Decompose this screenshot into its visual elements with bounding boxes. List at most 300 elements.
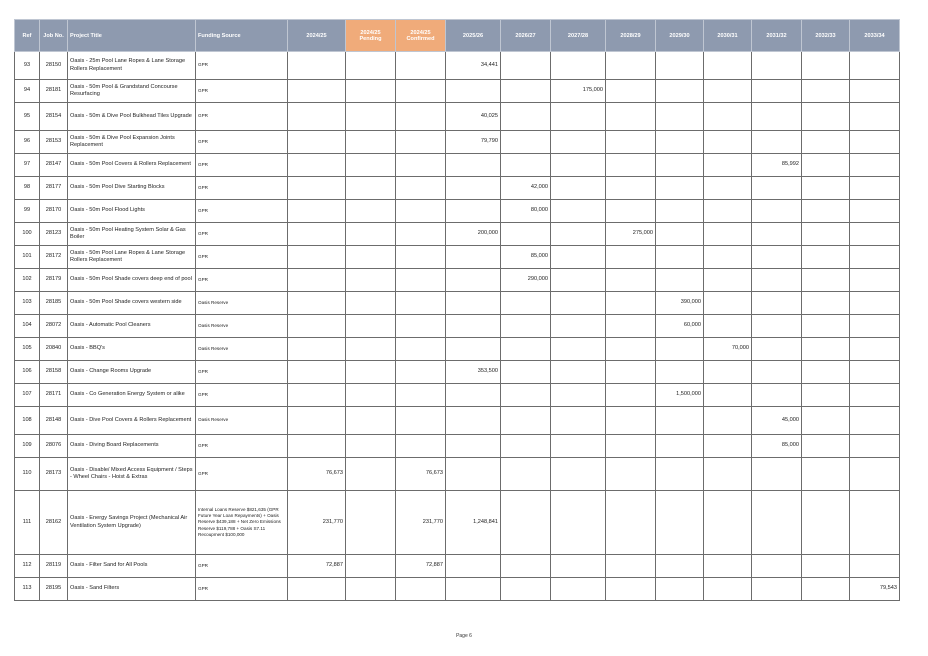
job-no-cell: 28170: [40, 200, 68, 223]
value-cell: [501, 80, 551, 103]
capital-works-table: [14, 19, 900, 601]
value-cell: [802, 458, 850, 491]
value-cell: [551, 223, 606, 246]
value-cell: [396, 131, 446, 154]
value-cell: [752, 338, 802, 361]
value-cell: [656, 555, 704, 578]
value-cell: [551, 555, 606, 578]
funding-source-cell: Oasis Reserve: [196, 407, 288, 435]
ref-cell: 97: [15, 154, 40, 177]
value-cell: [551, 458, 606, 491]
value-cell: [396, 154, 446, 177]
value-cell: 200,000: [446, 223, 501, 246]
value-cell: 60,000: [656, 315, 704, 338]
funding-source-cell: GPR: [196, 131, 288, 154]
value-cell: [551, 361, 606, 384]
value-cell: [346, 361, 396, 384]
ref-cell: 113: [15, 578, 40, 601]
value-cell: [551, 246, 606, 269]
value-cell: [396, 103, 446, 131]
project-title-cell: Oasis - 50m Pool Shade covers deep end of pool: [68, 269, 196, 292]
value-cell: [551, 103, 606, 131]
value-cell: 1,248,841: [446, 491, 501, 555]
ref-cell: 103: [15, 292, 40, 315]
value-cell: [346, 578, 396, 601]
value-cell: [606, 458, 656, 491]
value-cell: 76,673: [396, 458, 446, 491]
value-cell: 34,441: [446, 52, 501, 80]
project-title-cell: Oasis - 50m Pool Dive Starting Blocks: [68, 177, 196, 200]
ref-cell: 98: [15, 177, 40, 200]
value-cell: [396, 52, 446, 80]
value-cell: [752, 315, 802, 338]
job-no-cell: 28123: [40, 223, 68, 246]
value-cell: [656, 435, 704, 458]
value-cell: [446, 292, 501, 315]
value-cell: [501, 361, 551, 384]
value-cell: [606, 315, 656, 338]
header-2027-28: 2027/28: [551, 20, 606, 52]
value-cell: 1,500,000: [656, 384, 704, 407]
table-row: [15, 103, 900, 131]
table-row: [15, 458, 900, 491]
table-row: [15, 555, 900, 578]
value-cell: [704, 131, 752, 154]
value-cell: [850, 269, 900, 292]
funding-source-cell: GPR: [196, 80, 288, 103]
table-body: [15, 52, 900, 601]
table-row: [15, 52, 900, 80]
project-title-cell: Oasis - Filter Sand for All Pools: [68, 555, 196, 578]
value-cell: [656, 223, 704, 246]
value-cell: [752, 246, 802, 269]
value-cell: [656, 407, 704, 435]
funding-source-cell: GPR: [196, 200, 288, 223]
value-cell: [704, 154, 752, 177]
table-row: [15, 315, 900, 338]
value-cell: [656, 491, 704, 555]
value-cell: [850, 315, 900, 338]
value-cell: 45,000: [752, 407, 802, 435]
job-no-cell: 28076: [40, 435, 68, 458]
value-cell: [752, 223, 802, 246]
project-title-cell: Oasis - Dive Pool Covers & Rollers Replacement: [68, 407, 196, 435]
header-2029-30: 2029/30: [656, 20, 704, 52]
value-cell: [551, 269, 606, 292]
header-2025-26: 2025/26: [446, 20, 501, 52]
value-cell: 72,887: [396, 555, 446, 578]
value-cell: [288, 269, 346, 292]
value-cell: [501, 435, 551, 458]
value-cell: [656, 103, 704, 131]
header-2028-29: 2028/29: [606, 20, 656, 52]
value-cell: [288, 292, 346, 315]
value-cell: [752, 292, 802, 315]
value-cell: [656, 458, 704, 491]
value-cell: [346, 131, 396, 154]
project-title-cell: Oasis - BBQ's: [68, 338, 196, 361]
value-cell: [802, 361, 850, 384]
value-cell: [802, 246, 850, 269]
funding-source-cell: GPR: [196, 435, 288, 458]
value-cell: [501, 384, 551, 407]
project-title-cell: Oasis - 50m Pool Heating System Solar & Gas Boiler: [68, 223, 196, 246]
value-cell: [850, 200, 900, 223]
ref-cell: 109: [15, 435, 40, 458]
value-cell: [850, 80, 900, 103]
value-cell: [752, 491, 802, 555]
value-cell: [551, 407, 606, 435]
value-cell: [606, 384, 656, 407]
value-cell: [288, 223, 346, 246]
value-cell: [802, 315, 850, 338]
job-no-cell: 28171: [40, 384, 68, 407]
funding-source-cell: Oasis Reserve: [196, 338, 288, 361]
ref-cell: 101: [15, 246, 40, 269]
page-number: Page 6: [456, 633, 472, 639]
job-no-cell: 28181: [40, 80, 68, 103]
value-cell: [346, 223, 396, 246]
value-cell: [501, 458, 551, 491]
value-cell: [704, 269, 752, 292]
header-job-no: Job No.: [40, 20, 68, 52]
value-cell: [501, 407, 551, 435]
header-2024-25-confirmed: 2024/25 Confirmed: [396, 20, 446, 52]
value-cell: [288, 52, 346, 80]
value-cell: [551, 435, 606, 458]
value-cell: [346, 80, 396, 103]
value-cell: [802, 435, 850, 458]
job-no-cell: 28172: [40, 246, 68, 269]
value-cell: [752, 103, 802, 131]
value-cell: [850, 292, 900, 315]
value-cell: [288, 315, 346, 338]
value-cell: [802, 177, 850, 200]
value-cell: [346, 458, 396, 491]
project-title-cell: Oasis - 25m Pool Lane Ropes & Lane Storage Rollers Replacement: [68, 52, 196, 80]
value-cell: [606, 177, 656, 200]
job-no-cell: 28173: [40, 458, 68, 491]
value-cell: 290,000: [501, 269, 551, 292]
value-cell: [396, 246, 446, 269]
value-cell: 390,000: [656, 292, 704, 315]
value-cell: 72,887: [288, 555, 346, 578]
funding-source-cell: Oasis Reserve: [196, 292, 288, 315]
value-cell: [704, 80, 752, 103]
value-cell: [752, 269, 802, 292]
value-cell: [606, 154, 656, 177]
value-cell: [606, 435, 656, 458]
funding-source-cell: Oasis Reserve: [196, 315, 288, 338]
table-row: [15, 292, 900, 315]
project-title-cell: Oasis - 50m Pool Flood Lights: [68, 200, 196, 223]
value-cell: [704, 555, 752, 578]
value-cell: [346, 555, 396, 578]
header-row: [15, 20, 900, 52]
value-cell: [288, 578, 346, 601]
value-cell: [850, 491, 900, 555]
value-cell: [551, 338, 606, 361]
value-cell: [802, 407, 850, 435]
value-cell: [396, 292, 446, 315]
job-no-cell: 28154: [40, 103, 68, 131]
project-title-cell: Oasis - 50m Pool & Grandstand Concourse Resurfacing: [68, 80, 196, 103]
value-cell: [446, 315, 501, 338]
value-cell: [446, 338, 501, 361]
funding-source-cell: Internal Loans Reserve $821,635 (GPR Future Year Loan Repayments) + Oasis Reserve $439,188 + Net Zero Emissions Reserve $119,788 + Oasis S7.11 Recoupment $100,000: [196, 491, 288, 555]
value-cell: [752, 578, 802, 601]
value-cell: [656, 269, 704, 292]
value-cell: [446, 384, 501, 407]
funding-source-cell: GPR: [196, 154, 288, 177]
table-row: [15, 223, 900, 246]
value-cell: [704, 384, 752, 407]
value-cell: [396, 384, 446, 407]
funding-source-cell: GPR: [196, 384, 288, 407]
project-title-cell: Oasis - 50m Pool Shade covers western side: [68, 292, 196, 315]
header-2033-34: 2033/34: [850, 20, 900, 52]
value-cell: [850, 435, 900, 458]
funding-source-cell: GPR: [196, 269, 288, 292]
value-cell: [346, 384, 396, 407]
ref-cell: 104: [15, 315, 40, 338]
value-cell: [501, 131, 551, 154]
value-cell: [802, 223, 850, 246]
value-cell: [802, 80, 850, 103]
table-row: [15, 200, 900, 223]
job-no-cell: 28179: [40, 269, 68, 292]
value-cell: [346, 177, 396, 200]
funding-source-cell: GPR: [196, 458, 288, 491]
table-row: [15, 80, 900, 103]
value-cell: [501, 292, 551, 315]
header-2032-33: 2032/33: [802, 20, 850, 52]
table-row: [15, 578, 900, 601]
value-cell: [850, 407, 900, 435]
value-cell: [446, 200, 501, 223]
value-cell: [551, 578, 606, 601]
value-cell: 231,770: [288, 491, 346, 555]
value-cell: [396, 269, 446, 292]
project-title-cell: Oasis - 50m & Dive Pool Expansion Joints Replacement: [68, 131, 196, 154]
value-cell: [288, 338, 346, 361]
value-cell: [704, 103, 752, 131]
funding-source-cell: GPR: [196, 246, 288, 269]
job-no-cell: 28158: [40, 361, 68, 384]
value-cell: [850, 361, 900, 384]
job-no-cell: 28119: [40, 555, 68, 578]
value-cell: [656, 177, 704, 200]
value-cell: [501, 315, 551, 338]
table-row: [15, 435, 900, 458]
value-cell: [501, 338, 551, 361]
ref-cell: 112: [15, 555, 40, 578]
job-no-cell: 28147: [40, 154, 68, 177]
table-row: [15, 154, 900, 177]
table-row: [15, 131, 900, 154]
project-title-cell: Oasis - 50m Pool Covers & Rollers Replacement: [68, 154, 196, 177]
value-cell: [850, 338, 900, 361]
project-title-cell: Oasis - Sand Filters: [68, 578, 196, 601]
value-cell: 175,000: [551, 80, 606, 103]
value-cell: [346, 269, 396, 292]
value-cell: [446, 80, 501, 103]
value-cell: [704, 407, 752, 435]
job-no-cell: 28153: [40, 131, 68, 154]
funding-source-cell: GPR: [196, 578, 288, 601]
value-cell: [752, 384, 802, 407]
value-cell: [704, 292, 752, 315]
value-cell: [656, 338, 704, 361]
value-cell: [704, 177, 752, 200]
value-cell: [802, 103, 850, 131]
value-cell: [396, 223, 446, 246]
value-cell: [346, 154, 396, 177]
value-cell: [346, 338, 396, 361]
value-cell: 79,543: [850, 578, 900, 601]
value-cell: [396, 407, 446, 435]
value-cell: 353,500: [446, 361, 501, 384]
table-row: [15, 177, 900, 200]
value-cell: [346, 52, 396, 80]
value-cell: [551, 315, 606, 338]
job-no-cell: 28150: [40, 52, 68, 80]
project-title-cell: Oasis - Automatic Pool Cleaners: [68, 315, 196, 338]
value-cell: [446, 435, 501, 458]
value-cell: [752, 131, 802, 154]
value-cell: [656, 80, 704, 103]
value-cell: [346, 491, 396, 555]
value-cell: [850, 384, 900, 407]
value-cell: [656, 52, 704, 80]
value-cell: [850, 154, 900, 177]
project-title-cell: Oasis - 50m Pool Lane Ropes & Lane Storage Rollers Replacement: [68, 246, 196, 269]
header-2024-25-pending: 2024/25 Pending: [346, 20, 396, 52]
value-cell: [288, 361, 346, 384]
value-cell: 70,000: [704, 338, 752, 361]
ref-cell: 94: [15, 80, 40, 103]
value-cell: [501, 491, 551, 555]
value-cell: [802, 154, 850, 177]
value-cell: [850, 555, 900, 578]
value-cell: [396, 80, 446, 103]
ref-cell: 106: [15, 361, 40, 384]
value-cell: [606, 52, 656, 80]
value-cell: [551, 491, 606, 555]
value-cell: [802, 338, 850, 361]
value-cell: [656, 578, 704, 601]
value-cell: [396, 361, 446, 384]
value-cell: [446, 578, 501, 601]
value-cell: [606, 361, 656, 384]
value-cell: [802, 52, 850, 80]
value-cell: [752, 458, 802, 491]
value-cell: [606, 80, 656, 103]
value-cell: [551, 177, 606, 200]
ref-cell: 107: [15, 384, 40, 407]
value-cell: [656, 131, 704, 154]
value-cell: [288, 246, 346, 269]
value-cell: [288, 154, 346, 177]
job-no-cell: 28195: [40, 578, 68, 601]
value-cell: 275,000: [606, 223, 656, 246]
value-cell: [704, 52, 752, 80]
project-title-cell: Oasis - Co Generation Energy System or alike: [68, 384, 196, 407]
value-cell: [656, 154, 704, 177]
value-cell: [396, 435, 446, 458]
value-cell: [288, 131, 346, 154]
value-cell: [850, 103, 900, 131]
value-cell: [656, 361, 704, 384]
value-cell: [396, 315, 446, 338]
job-no-cell: 28072: [40, 315, 68, 338]
value-cell: [606, 246, 656, 269]
value-cell: [656, 246, 704, 269]
value-cell: [551, 384, 606, 407]
value-cell: [850, 177, 900, 200]
value-cell: 231,770: [396, 491, 446, 555]
value-cell: [606, 555, 656, 578]
header-ref: Ref: [15, 20, 40, 52]
value-cell: 79,790: [446, 131, 501, 154]
value-cell: [802, 269, 850, 292]
job-no-cell: 20840: [40, 338, 68, 361]
value-cell: [288, 177, 346, 200]
funding-source-cell: GPR: [196, 52, 288, 80]
value-cell: [396, 338, 446, 361]
table-row: [15, 361, 900, 384]
value-cell: 85,000: [752, 435, 802, 458]
ref-cell: 105: [15, 338, 40, 361]
job-no-cell: 28177: [40, 177, 68, 200]
value-cell: 76,673: [288, 458, 346, 491]
value-cell: [802, 384, 850, 407]
value-cell: [551, 154, 606, 177]
value-cell: [850, 458, 900, 491]
project-title-cell: Oasis - Diving Board Replacements: [68, 435, 196, 458]
header-funding-source: Funding Source: [196, 20, 288, 52]
table-row: [15, 269, 900, 292]
value-cell: [704, 223, 752, 246]
value-cell: [288, 103, 346, 131]
value-cell: [396, 177, 446, 200]
value-cell: [656, 200, 704, 223]
value-cell: [802, 200, 850, 223]
value-cell: [288, 200, 346, 223]
ref-cell: 102: [15, 269, 40, 292]
value-cell: [446, 407, 501, 435]
value-cell: [850, 52, 900, 80]
value-cell: [802, 131, 850, 154]
value-cell: [346, 246, 396, 269]
table-row: [15, 407, 900, 435]
value-cell: [501, 103, 551, 131]
ref-cell: 93: [15, 52, 40, 80]
value-cell: 42,000: [501, 177, 551, 200]
value-cell: [802, 292, 850, 315]
value-cell: [752, 555, 802, 578]
job-no-cell: 28185: [40, 292, 68, 315]
value-cell: [704, 435, 752, 458]
value-cell: [802, 578, 850, 601]
value-cell: [606, 491, 656, 555]
funding-source-cell: GPR: [196, 555, 288, 578]
ref-cell: 96: [15, 131, 40, 154]
project-title-cell: Oasis - 50m & Dive Pool Bulkhead Tiles Upgrade: [68, 103, 196, 131]
value-cell: [850, 131, 900, 154]
header-2024-25: 2024/25: [288, 20, 346, 52]
value-cell: [752, 200, 802, 223]
